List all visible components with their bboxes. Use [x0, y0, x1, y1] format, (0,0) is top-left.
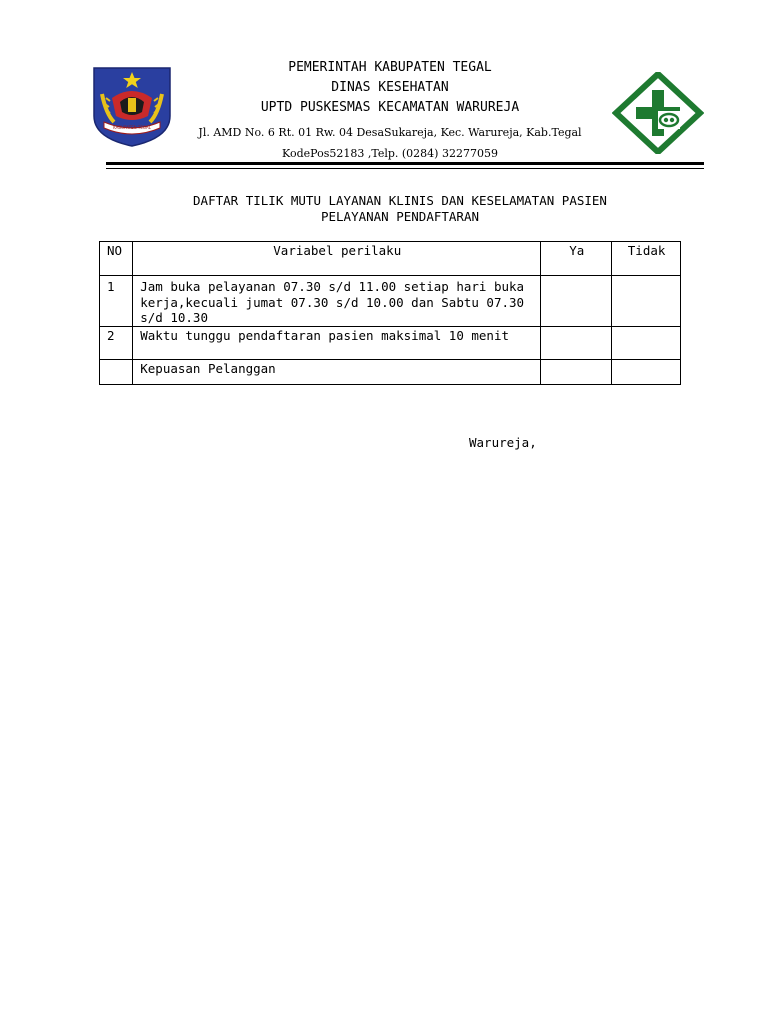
cell-no: 1: [100, 276, 133, 327]
puskesmas-cross-icon: [612, 72, 704, 154]
letterhead-rule-thick: [106, 162, 704, 165]
cell-ya: [541, 276, 612, 327]
document-title: [100, 193, 700, 225]
letterhead-rule-thin: [106, 168, 704, 169]
letterhead-contact: KodePos52183 ,Telp. (0284) 32277059: [282, 147, 498, 160]
letterhead: [170, 58, 610, 164]
table-row: [100, 276, 681, 327]
table-row: [100, 359, 681, 384]
signature-place: Warureja,: [469, 435, 537, 450]
checklist-table: [99, 241, 681, 385]
cell-ya: [541, 326, 612, 359]
table-header-row: [100, 242, 681, 276]
letterhead-address: Jl. AMD No. 6 Rt. 01 Rw. 04 DesaSukareja, Kec. Warureja, Kab.Tegal: [198, 126, 582, 139]
cell-tidak: [612, 359, 681, 384]
cell-ya: [541, 359, 612, 384]
kabupaten-tegal-emblem-icon: [90, 64, 174, 148]
emblem-ribbon-text: KABUPATEN TEGAL: [113, 125, 151, 130]
cell-tidak: [612, 276, 681, 327]
cell-variable: Kepuasan Pelanggan: [133, 359, 541, 384]
cell-variable: Waktu tunggu pendaftaran pasien maksimal 10 menit: [133, 326, 541, 359]
document-title-line1: DAFTAR TILIK MUTU LAYANAN KLINIS DAN KESELAMATAN PASIEN: [193, 193, 607, 208]
letterhead-unit: UPTD PUSKESMAS KECAMATAN WARUREJA: [260, 100, 520, 115]
cell-no: [100, 359, 133, 384]
letterhead-government: PEMERINTAH KABUPATEN TEGAL: [288, 60, 492, 75]
table-row: [100, 326, 681, 359]
header-ya: Ya: [541, 242, 612, 276]
cell-variable: Jam buka pelayanan 07.30 s/d 11.00 setiap hari buka kerja,kecuali jumat 07.30 s/d 10.00 dan Sabtu 07.30 s/d 10.30: [133, 276, 541, 327]
header-variable: Variabel perilaku: [133, 242, 541, 276]
letterhead-agency: DINAS KESEHATAN: [331, 80, 449, 95]
document-title-line2: PELAYANAN PENDAFTARAN: [320, 209, 480, 224]
cell-tidak: [612, 326, 681, 359]
header-tidak: Tidak: [612, 242, 681, 276]
cell-no: 2: [100, 326, 133, 359]
header-no: NO: [100, 242, 133, 276]
